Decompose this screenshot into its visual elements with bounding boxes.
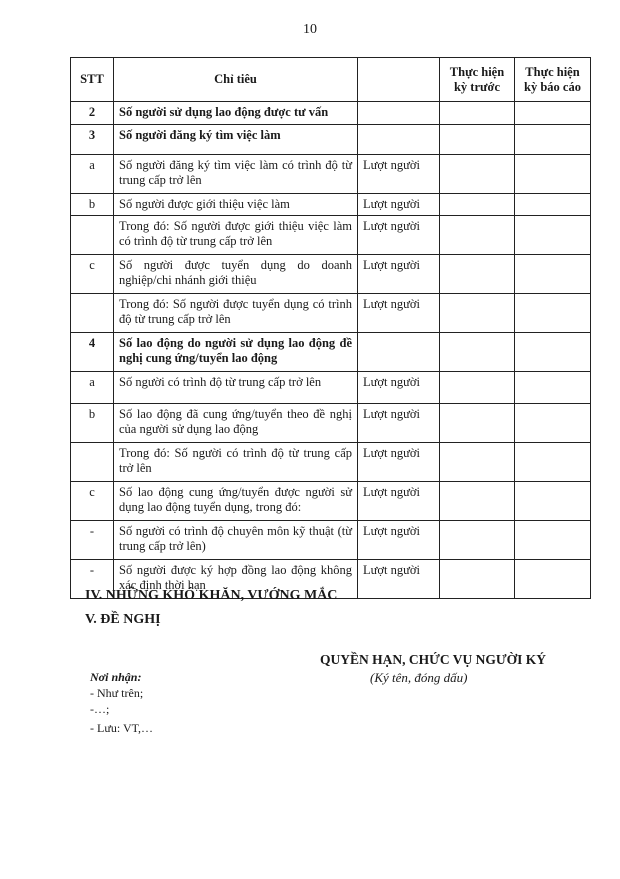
table-row xyxy=(71,443,591,482)
recipient-line: - Lưu: VT,… xyxy=(90,721,154,735)
row-previous-value xyxy=(440,194,515,216)
row-previous-value xyxy=(440,102,515,125)
table-row xyxy=(71,521,591,560)
row-unit: Lượt người xyxy=(358,482,440,521)
table-row xyxy=(71,102,591,125)
header-report-period: Thực hiện kỳ báo cáo xyxy=(515,58,591,102)
row-indicator: Số người được tuyển dụng do doanh nghiệp/chi nhánh giới thiệu xyxy=(114,255,358,294)
row-indicator: Số lao động đã cung ứng/tuyển theo đề nghị của người sử dụng lao động xyxy=(114,404,358,443)
row-stt: 3 xyxy=(71,125,114,155)
row-unit: Lượt người xyxy=(358,216,440,255)
table-row xyxy=(71,255,591,294)
table-row xyxy=(71,194,591,216)
row-report-value xyxy=(515,194,591,216)
signer-note: (Ký tên, đóng dấu) xyxy=(370,670,468,685)
recipient-line: -…; xyxy=(90,702,110,716)
row-unit: Lượt người xyxy=(358,294,440,333)
row-report-value xyxy=(515,372,591,404)
row-stt xyxy=(71,216,114,255)
row-previous-value xyxy=(440,155,515,194)
row-unit: Lượt người xyxy=(358,255,440,294)
header-previous-period: Thực hiện kỳ trước xyxy=(440,58,515,102)
row-stt: c xyxy=(71,482,114,521)
row-indicator: Số người đăng ký tìm việc làm có trình độ từ trung cấp trở lên xyxy=(114,155,358,194)
row-stt: b xyxy=(71,194,114,216)
row-unit: Lượt người xyxy=(358,521,440,560)
row-indicator: Trong đó: Số người có trình độ từ trung cấp trở lên xyxy=(114,443,358,482)
row-previous-value xyxy=(440,372,515,404)
table-row xyxy=(71,155,591,194)
row-report-value xyxy=(515,443,591,482)
row-previous-value xyxy=(440,255,515,294)
row-indicator: Số người sử dụng lao động được tư vấn xyxy=(114,102,358,125)
row-stt: - xyxy=(71,521,114,560)
section-difficulties-heading: IV. NHỮNG KHÓ KHĂN, VƯỚNG MẮC xyxy=(85,588,338,603)
row-unit: Lượt người xyxy=(358,560,440,599)
row-report-value xyxy=(515,294,591,333)
row-unit: Lượt người xyxy=(358,155,440,194)
table-row xyxy=(71,125,591,155)
row-unit: Lượt người xyxy=(358,404,440,443)
row-indicator: Số người được giới thiệu việc làm xyxy=(114,194,358,216)
row-stt: a xyxy=(71,155,114,194)
row-previous-value xyxy=(440,294,515,333)
row-stt xyxy=(71,294,114,333)
row-stt: 2 xyxy=(71,102,114,125)
row-unit: Lượt người xyxy=(358,372,440,404)
row-indicator: Số người được ký hợp đồng lao động không xác định thời hạn xyxy=(114,560,358,599)
row-indicator: Số lao động cung ứng/tuyển được người sử dụng lao động tuyển dụng, trong đó: xyxy=(114,482,358,521)
row-previous-value xyxy=(440,404,515,443)
row-previous-value xyxy=(440,443,515,482)
table-row xyxy=(71,216,591,255)
row-previous-value xyxy=(440,560,515,599)
row-report-value xyxy=(515,125,591,155)
row-stt: a xyxy=(71,372,114,404)
row-indicator: Trong đó: Số người được giới thiệu việc làm có trình độ từ trung cấp trở lên xyxy=(114,216,358,255)
signer-title: QUYỀN HẠN, CHỨC VỤ NGƯỜI KÝ xyxy=(320,652,546,667)
row-stt xyxy=(71,443,114,482)
row-previous-value xyxy=(440,521,515,560)
row-report-value xyxy=(515,216,591,255)
row-unit xyxy=(358,102,440,125)
table-row xyxy=(71,333,591,372)
recipients-title: Nơi nhận: xyxy=(90,670,142,684)
row-report-value xyxy=(515,155,591,194)
row-report-value xyxy=(515,255,591,294)
row-indicator: Số lao động do người sử dụng lao động đề nghị cung ứng/tuyển lao động xyxy=(114,333,358,372)
row-stt: b xyxy=(71,404,114,443)
row-previous-value xyxy=(440,482,515,521)
recipient-line: - Như trên; xyxy=(90,686,144,700)
row-indicator: Số người có trình độ chuyên môn kỹ thuật (từ trung cấp trở lên) xyxy=(114,521,358,560)
section-proposals-heading: V. ĐỀ NGHỊ xyxy=(85,612,161,627)
row-stt: 4 xyxy=(71,333,114,372)
row-stt: - xyxy=(71,560,114,599)
row-previous-value xyxy=(440,216,515,255)
row-unit xyxy=(358,125,440,155)
row-unit: Lượt người xyxy=(358,443,440,482)
row-report-value xyxy=(515,521,591,560)
report-table xyxy=(70,57,591,599)
page-number: 10 xyxy=(303,22,317,37)
table-row xyxy=(71,294,591,333)
table-row xyxy=(71,372,591,404)
row-report-value xyxy=(515,102,591,125)
row-report-value xyxy=(515,333,591,372)
row-previous-value xyxy=(440,125,515,155)
header-stt: STT xyxy=(71,58,114,102)
header-unit xyxy=(358,58,440,102)
row-previous-value xyxy=(440,333,515,372)
table-header-row xyxy=(71,58,591,102)
header-indicator: Chỉ tiêu xyxy=(114,58,358,102)
row-indicator: Số người có trình độ từ trung cấp trở lên xyxy=(114,372,358,404)
row-unit xyxy=(358,333,440,372)
row-report-value xyxy=(515,482,591,521)
row-report-value xyxy=(515,560,591,599)
row-indicator: Số người đăng ký tìm việc làm xyxy=(114,125,358,155)
table-row xyxy=(71,482,591,521)
table-row xyxy=(71,404,591,443)
row-unit: Lượt người xyxy=(358,194,440,216)
row-stt: c xyxy=(71,255,114,294)
row-report-value xyxy=(515,404,591,443)
row-indicator: Trong đó: Số người được tuyển dụng có trình độ từ trung cấp trở lên xyxy=(114,294,358,333)
